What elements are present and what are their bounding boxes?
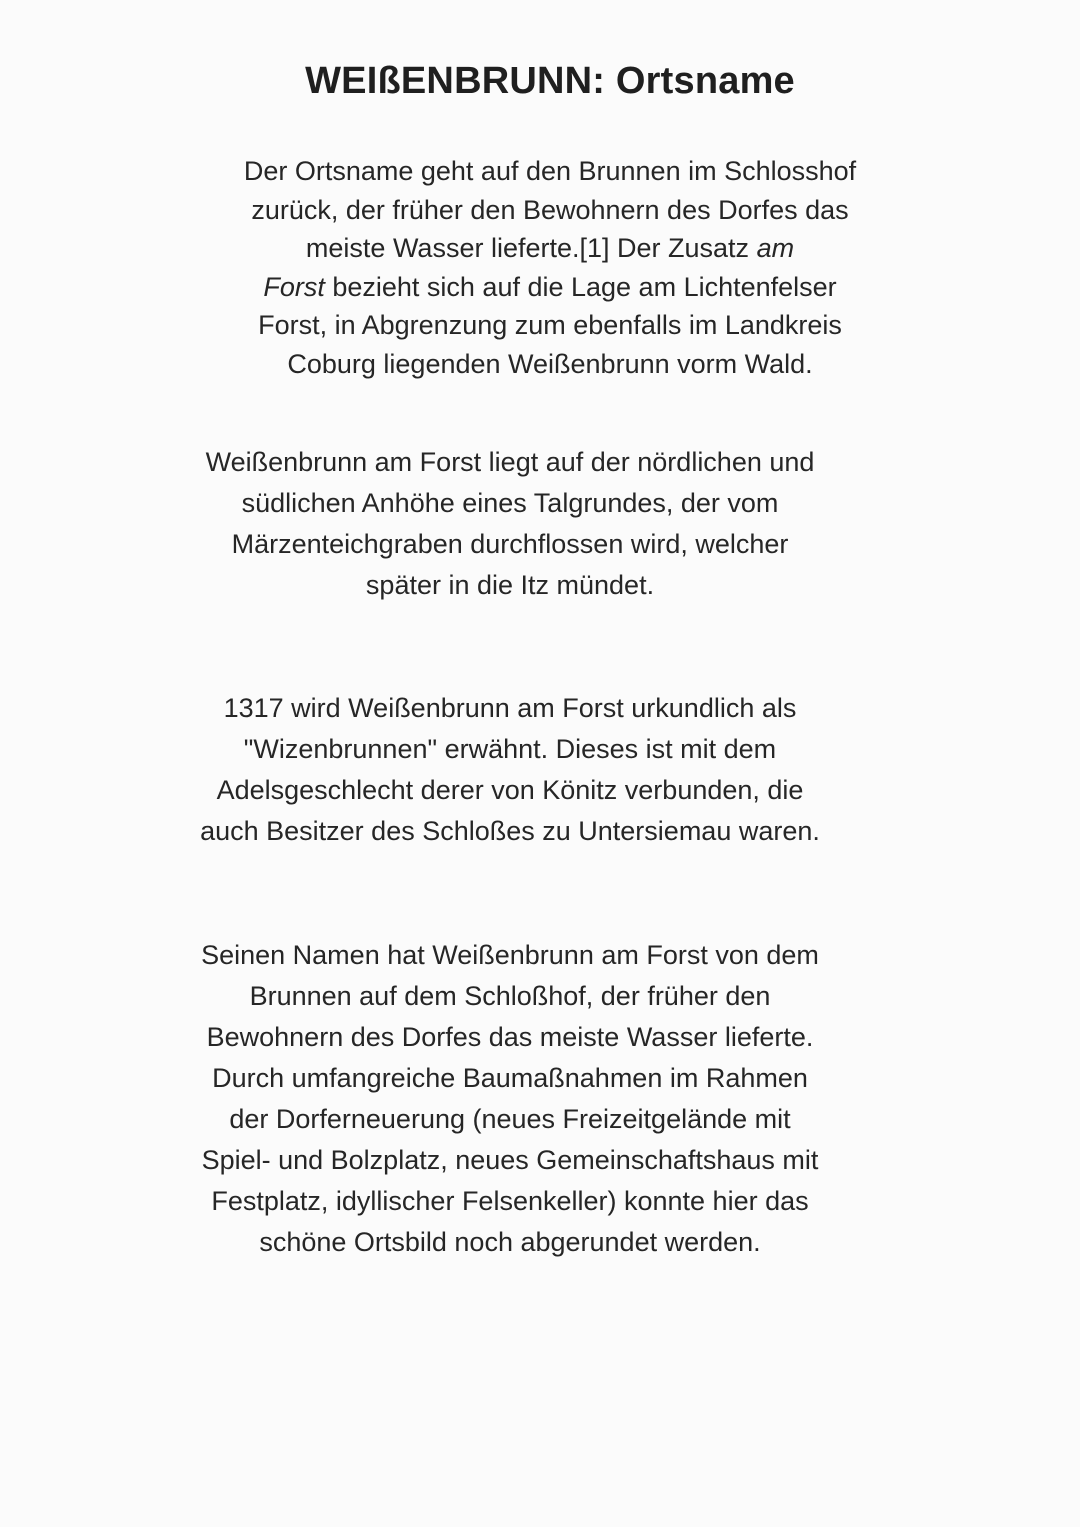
paragraph-geschichte (160, 688, 860, 852)
text-line: Durch umfangreiche Baumaßnahmen im Rahmen (212, 1063, 808, 1093)
text-line: der Dorferneuerung (neues Freizeitgelände mit (229, 1104, 791, 1134)
text-run: meiste Wasser lieferte.[1] Der Zusatz (305, 233, 757, 264)
text-line: Bewohnern des Dorfes das meiste Wasser lieferte. (206, 1022, 814, 1052)
text-line: zurück, der früher den Bewohnern des Dorfes das (251, 194, 849, 225)
text-line: schöne Ortsbild noch abgerundet werden. (259, 1227, 761, 1257)
text-line: Märzenteichgraben durchflossen wird, welcher (231, 529, 789, 559)
text-line: "Wizenbrunnen" erwähnt. Dieses ist mit dem (243, 734, 777, 764)
paragraph-lage (160, 442, 860, 606)
italic-text-am: am (756, 233, 795, 264)
text-line: Brunnen auf dem Schloßhof, der früher den (249, 981, 771, 1011)
text-line: Seinen Namen hat Weißenbrunn am Forst von dem (201, 940, 819, 970)
text-line: Spiel- und Bolzplatz, neues Gemeinschaftshaus mit (201, 1145, 819, 1175)
text-line: Forst, in Abgrenzung zum ebenfalls im Landkreis (258, 310, 842, 341)
text-line: Adelsgeschlecht derer von Könitz verbunden, die (216, 775, 804, 805)
paragraph-ortsname (220, 152, 880, 384)
text-line: Weißenbrunn am Forst liegt auf der nördlichen und (205, 447, 815, 477)
text-line: Der Ortsname geht auf den Brunnen im Schlosshof (243, 156, 857, 186)
text-run: bezieht sich auf die Lage am Lichtenfelser (324, 271, 837, 302)
text-line (220, 268, 880, 307)
text-line (220, 229, 880, 268)
page-title: WEIßENBRUNN: Ortsname (305, 60, 795, 102)
text-line: Coburg liegenden Weißenbrunn vorm Wald. (287, 348, 813, 379)
text-line: südlichen Anhöhe eines Talgrundes, der vom (241, 488, 779, 518)
paragraph-name-und-dorferneuerung (160, 935, 860, 1263)
italic-text-forst: Forst (263, 271, 325, 302)
text-line: Festplatz, idyllischer Felsenkeller) konnte hier das (211, 1186, 809, 1216)
text-line: auch Besitzer des Schloßes zu Untersiemau waren. (200, 816, 820, 846)
text-line: später in die Itz mündet. (365, 570, 655, 600)
text-line: 1317 wird Weißenbrunn am Forst urkundlich als (223, 693, 797, 723)
